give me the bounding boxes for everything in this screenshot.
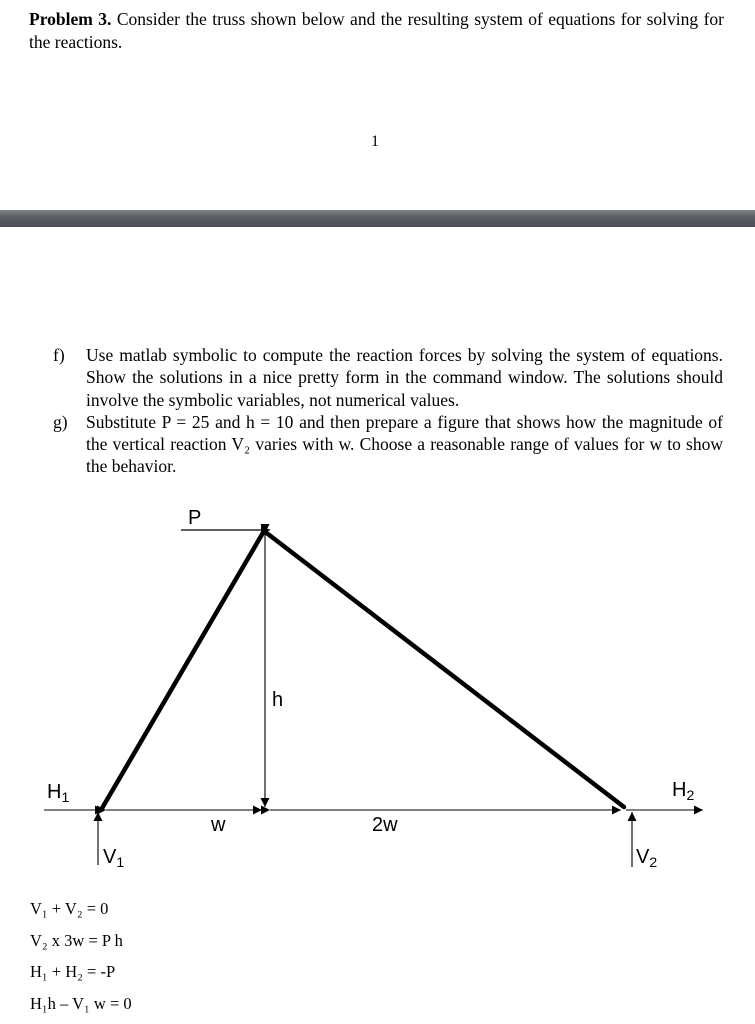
equation-2: V₂ x 3w = P h — [30, 931, 123, 950]
h1-reaction-label: $H_1$ — [47, 781, 70, 805]
equation-4: H₁h – V₁ w = 0 — [30, 994, 132, 1013]
right-span-label: 2w — [372, 814, 398, 836]
equation-3: H₁ + H₂ = -P — [30, 962, 116, 981]
v2-reaction-label: $V_2$ — [636, 846, 658, 870]
task-text: Use matlab symbolic to compute the reaction forces by solving the system of equations. Show the solutions in a nice pretty form in the command window. The solutions should involve the symbolic variables, not numerical values. — [86, 345, 723, 410]
task-item-f — [53, 344, 723, 411]
task-list — [53, 344, 723, 478]
problem-statement — [29, 8, 724, 53]
v1-reaction-label: $V_1$ — [103, 846, 125, 870]
task-item-g — [53, 411, 723, 478]
equation-1: V₁ + V₂ = 0 — [30, 899, 109, 918]
problem-label: Problem 3. — [29, 9, 112, 29]
left-span-label: w — [211, 814, 226, 836]
task-marker: f) — [53, 345, 65, 365]
truss-diagram — [0, 490, 755, 880]
problem-text: Consider the truss shown below and the resulting system of equations for solving for the reactions. — [29, 9, 724, 52]
height-label: h — [272, 689, 284, 711]
right-member — [264, 531, 624, 807]
task-marker: g) — [53, 411, 68, 432]
task-text: Substitute P = 25 and h = 10 and then prepare a figure that shows how the magnitude of the vertical reaction V₂ varies with w. Choose a reasonable range of values for w to show the behavior. — [86, 411, 723, 477]
load-label: P — [188, 507, 202, 529]
h2-reaction-label: $H_2$ — [672, 779, 695, 803]
page-number: 1 — [371, 133, 379, 150]
page-break-bar — [0, 210, 755, 227]
left-member — [101, 531, 264, 810]
